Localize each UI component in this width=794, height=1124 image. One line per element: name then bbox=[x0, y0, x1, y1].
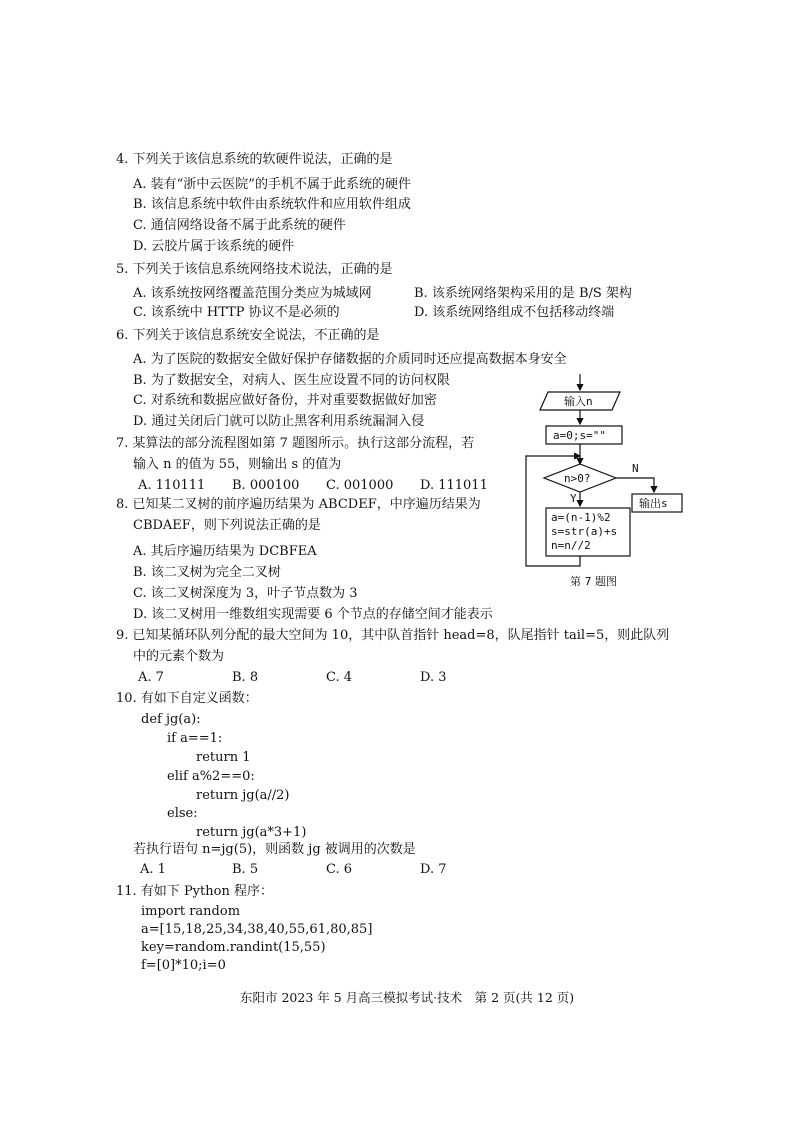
q5-option-d: D. 该系统网络组成不包括移动终端 bbox=[414, 305, 615, 320]
q10-option-b: B. 5 bbox=[232, 862, 259, 877]
q5-option-c: C. 该系统中 HTTP 协议不是必须的 bbox=[133, 305, 340, 320]
q11-code-line-1: import random bbox=[141, 904, 241, 919]
q6-option-b: B. 为了数据安全，对病人、医生应设置不同的访问权限 bbox=[133, 373, 450, 388]
q8-option-a: A. 其后序遍历结果为 DCBFEA bbox=[133, 544, 317, 559]
q10-option-a: A. 1 bbox=[140, 862, 166, 877]
q10-stem: 10. 有如下自定义函数： bbox=[116, 691, 258, 706]
flow-output-label: 输出s bbox=[639, 497, 668, 510]
q10-code-line-6: else: bbox=[167, 806, 198, 821]
q7-stem-line2: 输入 n 的值为 55，则输出 s 的值为 bbox=[133, 457, 342, 472]
flow-yes-label: Y bbox=[570, 492, 577, 505]
flow-input-label: 输入n bbox=[564, 395, 593, 408]
flow-no-arrow bbox=[616, 478, 654, 492]
q10-code-line-3: return 1 bbox=[196, 750, 251, 765]
flow-decision-label: n>0? bbox=[564, 472, 591, 485]
q7-option-b: B. 000100 bbox=[232, 478, 300, 493]
q5-option-a: A. 该系统按网络覆盖范围分类应为城域网 bbox=[133, 286, 372, 301]
q7-option-d: D. 111011 bbox=[420, 478, 488, 493]
q6-option-d: D. 通过关闭后门就可以防止黑客利用系统漏洞入侵 bbox=[133, 414, 425, 429]
q6-stem: 6. 下列关于该信息系统安全说法，不正确的是 bbox=[116, 328, 380, 343]
q10-code-line-2: if a==1: bbox=[167, 731, 223, 746]
q6-option-c: C. 对系统和数据应做好备份，并对重要数据做好加密 bbox=[133, 393, 437, 408]
q6-option-a: A. 为了医院的数据安全做好保护存储数据的介质同时还应提高数据本身安全 bbox=[133, 352, 567, 367]
q4-option-a: A. 装有“浙中云医院”的手机不属于此系统的硬件 bbox=[133, 177, 411, 192]
flow-body-line-2: s=str(a)+s bbox=[551, 525, 618, 538]
flow-caption: 第 7 题图 bbox=[570, 575, 617, 588]
q8-stem-line1: 8. 已知某二叉树的前序遍历结果为 ABCDEF，中序遍历结果为 bbox=[116, 497, 481, 512]
q10-code-line-4: elif a%2==0: bbox=[167, 769, 255, 784]
q10-code-line-7: return jg(a*3+1) bbox=[196, 825, 307, 840]
q8-stem-line2: CBDAEF，则下列说法正确的是 bbox=[133, 518, 321, 533]
q7-option-a: A. 110111 bbox=[138, 478, 206, 493]
q9-option-a: A. 7 bbox=[138, 670, 164, 685]
q10-question: 若执行语句 n=jg(5)，则函数 jg 被调用的次数是 bbox=[133, 842, 416, 857]
q5-stem: 5. 下列关于该信息系统网络技术说法，正确的是 bbox=[116, 262, 393, 277]
flow-body-line-1: a=(n-1)%2 bbox=[551, 511, 611, 524]
page-footer: 东阳市 2023 年 5 月高三模拟考试·技术 第 2 页(共 12 页) bbox=[240, 990, 575, 1005]
q9-option-d: D. 3 bbox=[420, 670, 447, 685]
q5-option-b: B. 该系统网络架构采用的是 B/S 架构 bbox=[414, 286, 632, 301]
flowchart-q7 bbox=[520, 372, 690, 592]
q4-option-b: B. 该信息系统中软件由系统软件和应用软件组成 bbox=[133, 197, 411, 212]
q9-option-b: B. 8 bbox=[232, 670, 259, 685]
flow-no-label: N bbox=[632, 462, 639, 475]
q10-option-c: C. 6 bbox=[326, 862, 353, 877]
q4-option-d: D. 云胶片属于该系统的硬件 bbox=[133, 239, 295, 254]
flow-init-label: a=0;s="" bbox=[553, 429, 606, 442]
q8-option-b: B. 该二叉树为完全二叉树 bbox=[133, 565, 281, 580]
q4-option-c: C. 通信网络设备不属于此系统的硬件 bbox=[133, 218, 346, 233]
flow-body-line-3: n=n//2 bbox=[551, 539, 591, 552]
q9-stem-line1: 9. 已知某循环队列分配的最大空间为 10，其中队首指针 head=8，队尾指针 tail=5，则此队列 bbox=[116, 628, 670, 643]
q10-code-line-1: def jg(a): bbox=[141, 712, 201, 727]
q8-option-c: C. 该二叉树深度为 3，叶子节点数为 3 bbox=[133, 586, 358, 601]
q11-code-line-3: key=random.randint(15,55) bbox=[141, 940, 326, 955]
q11-code-line-4: f=[0]*10;i=0 bbox=[141, 958, 226, 973]
q11-code-line-2: a=[15,18,25,34,38,40,55,61,80,85] bbox=[141, 922, 373, 937]
q9-option-c: C. 4 bbox=[326, 670, 353, 685]
q4-stem: 4. 下列关于该信息系统的软硬件说法，正确的是 bbox=[116, 152, 393, 167]
q11-stem: 11. 有如下 Python 程序： bbox=[116, 884, 273, 899]
q10-code-line-5: return jg(a//2) bbox=[196, 788, 290, 803]
q7-option-c: C. 001000 bbox=[326, 478, 394, 493]
q10-option-d: D. 7 bbox=[420, 862, 447, 877]
q9-stem-line2: 中的元素个数为 bbox=[133, 649, 225, 664]
q7-stem-line1: 7. 某算法的部分流程图如第 7 题图所示。执行这部分流程，若 bbox=[116, 436, 475, 451]
q8-option-d: D. 该二叉树用一维数组实现需要 6 个节点的存储空间才能表示 bbox=[133, 607, 493, 622]
